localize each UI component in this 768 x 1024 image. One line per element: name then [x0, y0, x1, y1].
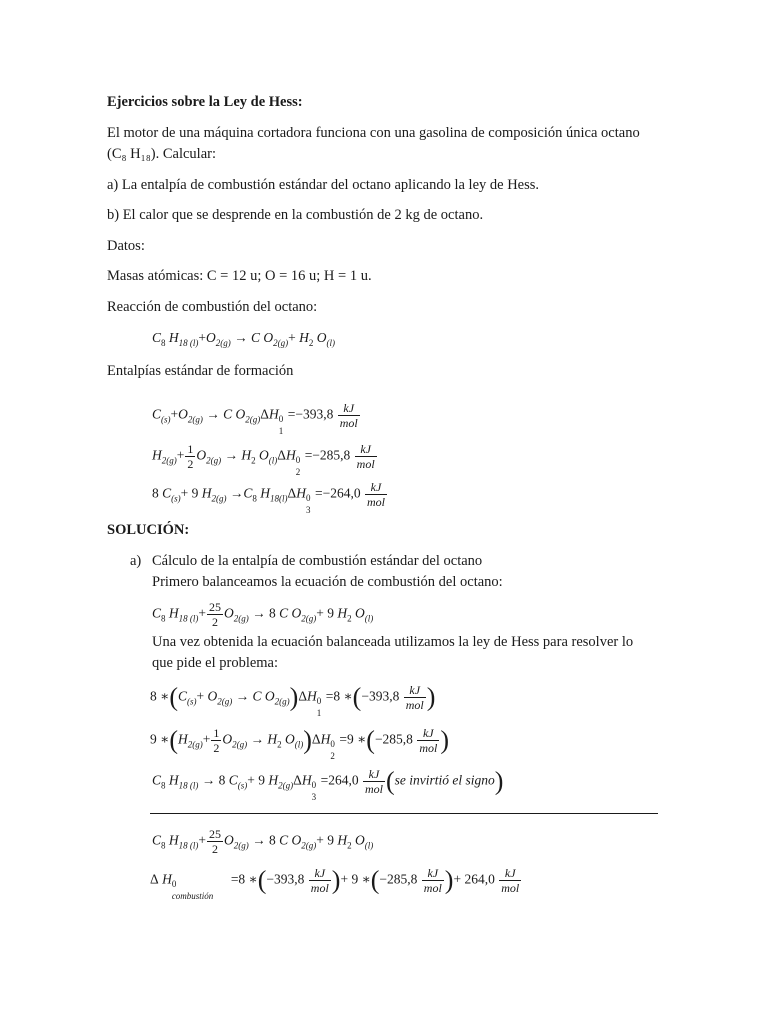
frac-25: 25 [209, 600, 222, 614]
dh2-value: =−285,8 [304, 447, 351, 463]
formation-equation-1: $C_{(s)}+O_{2(g)} \to C$ $O_{2(g)}\Delta H$ 0 1 =−393,8 $\frac{kJ}{\text{mol}}$ [152, 401, 358, 436]
reaccion-label: Reacción de combustión del octano: [107, 299, 318, 315]
step-a-title: Cálculo de la entalpía de combustión estándar del octano [152, 553, 483, 569]
combustion-subscript: combustión [171, 890, 214, 901]
frac-1: 1 [187, 442, 194, 456]
combustion-equation: $C_8$ $H_{18 (l)}+O_{2(g)} \to C$ $O_{2(g)}+ H_2$ $O_{(l)}$ [152, 330, 336, 348]
balanced-equation: $C_8$ $H_{18 (l)}+$ $\frac{25}{2}$ $O_{2(g)} \to 8$ C $O_{2(g)}+ 9$ $H_2$ $O_{(l)}$ [152, 600, 374, 629]
sum-equation: $C_8$ $H_{18 (l)}+$ $\frac{25}{2}$ $O_{2(g)} \to 8$ C $O_{2(g)}+ 9$ $H_2$ $O_{(l)}$ [152, 827, 374, 856]
hess-text-1: Una vez obtenida la ecuación balanceada utilizamos la ley de Hess para resolver lo [152, 634, 634, 650]
unit-num: kJ [338, 401, 360, 416]
entalpias-label: Entalpías estándar de formación [107, 363, 294, 379]
dh1-value: =−393,8 [287, 406, 334, 422]
step-a-line-1: Primero balanceamos la ecuación de combustión del octano: [152, 574, 503, 590]
hess-step-2: 9 $∗(H_{2(g)}+$ $\frac{1}{2}$ $O_{2(g)} \to H_2$ $O_{(l)})\Delta H$ 0 2 =9 ∗(−285,8 $\frac{kJ}{\text{mol}}$ ) [150, 725, 449, 761]
step-a-marker: a) [130, 553, 142, 569]
intro-line-2: (C₈ H₁₈). Calcular: [107, 146, 216, 162]
hess-text-2: que pide el problema: [152, 655, 279, 671]
frac-2: 2 [187, 457, 194, 471]
formation-equation-2: $H_{2(g)}+$ $\frac{1}{2}$ $O_{2(g)} \to H_2$ $O_{(l)}\Delta H$ 0 2 =−285,8 $\frac{kJ}{\text{mol}}$ [152, 442, 375, 477]
hess-step-3: $C_8$ $H_{18 (l)} \to 8$ $C_{(s)}+ 9$ $H_{2(g)}\Delta H$ 0 3 =264,0 $\frac{kJ}{\text{mol}}$ (se invirtió el signo) [152, 766, 504, 802]
hess-step-1: 8 $∗(C_{(s)}+ O_{2(g)} \to C$ $O_{2(g)})\Delta H$ 0 1 =8 ∗(−393,8 $\frac{kJ}{\text{mol}}$ ) [150, 682, 436, 718]
sum-divider [150, 813, 658, 814]
unit-den: mol [339, 416, 358, 430]
intro-line-1: El motor de una máquina cortadora funciona con una gasolina de composición única octano [107, 125, 640, 141]
question-a: a) La entalpía de combustión estándar del octano aplicando la ley de Hess. [107, 177, 540, 193]
datos-label: Datos: [107, 238, 145, 254]
masas-atomicas: Masas atómicas: C = 12 u; O = 16 u; H = 1 u. [107, 268, 372, 284]
total-enthalpy-equation: Δ H 0 combustión =8 ∗(−393,8 $\frac{kJ}{\text{mol}}$ )+ 9 ∗(−285,8 $\frac{kJ}{\text{mol}}$ )+ 264,0 $\frac{kJ}{\text{mol}}$ [150, 866, 522, 895]
formation-equation-3: 8 $C_{(s)}+ 9$ $H_{2(g)} \to C_8$ $H_{18(l)}\Delta H$ 0 3 =−264,0 $\frac{kJ}{\text{mol}}$ [152, 480, 385, 515]
solucion-label: SOLUCIÓN: [107, 522, 190, 538]
document-title: Ejercicios sobre la Ley de Hess: [107, 94, 303, 110]
dh3-value: =−264,0 [314, 485, 361, 501]
question-b: b) El calor que se desprende en la combustión de 2 kg de octano. [107, 207, 484, 223]
invert-note: se invirtió el signo [394, 772, 495, 788]
